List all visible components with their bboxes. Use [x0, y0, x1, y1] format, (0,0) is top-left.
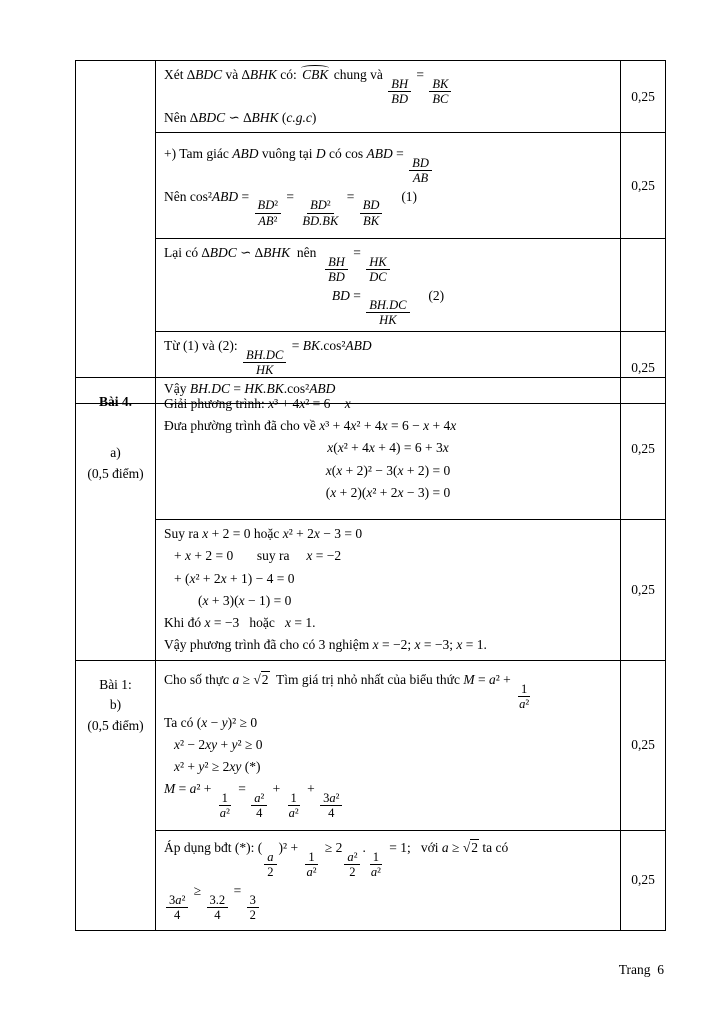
fraction: $\frac{\text{3a²}}{4}$ — [166, 893, 188, 922]
formula-line: x(x + 2)² − 3(x + 2) = 0 — [325, 462, 451, 478]
solution-content-cell — [156, 61, 621, 133]
score-cell: 0,25 — [621, 378, 666, 520]
problem-label-cell — [76, 378, 156, 661]
formula-line: x(x² + 4x + 4) = 6 + 3x — [327, 440, 449, 456]
solution-content-cell — [156, 378, 621, 520]
formula-line: M = a² + $\frac{1}{\text{a²}}$ = $\frac{\text{a²}}{4}$ + $\frac{1}{\text{a²}}$ + $\frac{\text{3a²}}{4}$ — [164, 778, 612, 821]
fraction: $\frac{\text{a²}}{2}$ — [344, 850, 360, 879]
table-row — [76, 660, 666, 830]
problem-label-cell — [76, 61, 156, 404]
fraction: $\frac{\text{3a²}}{4}$ — [320, 791, 342, 820]
formula-line: Áp dụng bđt (*): ( $\frac{a}{2}$ )² + $\frac{1}{\text{a²}}$ ≥ 2 $\frac{\text{a²}}{2}$ . $\frac{1}{\text{a²}}$ = 1; với a ≥ √2 ta có — [164, 840, 509, 879]
formula-line: (x + 2)(x² + 2x − 3) = 0 — [325, 484, 451, 500]
fraction: $\frac{BH.DC}{HK}$ — [366, 298, 409, 327]
formula-line: Vậy BH.DC = HK.BK.cos²ABD — [164, 380, 336, 396]
solution-content-cell — [156, 239, 621, 332]
table-row — [76, 520, 666, 661]
solution-content-cell — [156, 660, 621, 830]
sqrt-icon: √2 — [253, 671, 269, 687]
fraction: $\frac{1}{\text{a²}}$ — [288, 791, 299, 821]
formula-line: Nên ∆BDC ∽ ∆BHK (c.g.c) — [164, 109, 317, 125]
formula-line: Đưa phường trình đã cho về x³ + 4x² + 4x = 6 − x + 4x — [164, 418, 457, 434]
score-cell: 0,25 — [621, 830, 666, 930]
score-cell: 0,25 — [621, 660, 666, 830]
table-body — [76, 378, 666, 931]
table-row — [76, 239, 666, 332]
fraction: $\frac{BH.DC}{HK}$ — [243, 348, 286, 377]
problem-label-line: Bài 1: — [99, 676, 132, 692]
fraction: $\frac{HK}{DC}$ — [366, 255, 389, 284]
fraction: $\frac{3}{2}$ — [247, 893, 259, 922]
page-footer — [605, 946, 664, 994]
problem-label-line: (0,5 điểm) — [87, 718, 144, 734]
fraction: $\frac{a}{2}$ — [264, 850, 276, 879]
formula-line: + (x² + 2x + 1) − 4 = 0 — [174, 570, 295, 586]
sqrt-icon: √2 — [462, 840, 478, 856]
fraction: $\frac{BD}{AB}$ — [409, 156, 432, 185]
fraction: $\frac{BH}{BD}$ — [325, 255, 348, 284]
formula-line: Xét ∆BDC và ∆BHK có: CBK chung và $\frac{BH}{BD}$ = $\frac{BK}{BC}$ — [164, 64, 612, 107]
solution-content-cell — [156, 133, 621, 239]
table-row — [76, 61, 666, 133]
problem-label-line: (0,5 điểm) — [87, 465, 144, 481]
formula-line: Lại có ∆BDC ∽ ∆BHK nên $\frac{BH}{BD}$ = $\frac{HK}{DC}$ — [164, 242, 612, 285]
score-cell — [621, 239, 666, 332]
formula-line: Khi đó x = −3 hoặc x = 1. — [164, 615, 316, 630]
fraction: $\frac{BH}{BD}$ — [388, 77, 411, 106]
formula-line: +) Tam giác ABD vuông tại D có cos ABD = $\frac{BD}{AB}$ — [164, 143, 612, 186]
formula-line: BD = $\frac{BH.DC}{HK}$ (2) — [331, 288, 445, 327]
table-row — [76, 378, 666, 520]
formula-line: Vậy phương trình đã cho có 3 nghiệm x = −2; x = −3; x = 1. — [164, 637, 487, 653]
solution-content-cell — [156, 830, 621, 930]
formula-line: Nên cos²ABD = $\frac{\text{BD²}}{\text{AB²}}$ = $\frac{\text{BD²}}{BD.BK}$ = $\frac{BD}{BK}$ (1) — [164, 188, 418, 228]
formula-line: Cho số thực a ≥ √2 Tìm giá trị nhỏ nhất của biểu thức M = a² + $\frac{1}{\text{a²}}$ — [164, 669, 612, 712]
fraction: $\frac{1}{\text{a²}}$ — [306, 849, 317, 879]
table-row — [76, 133, 666, 239]
fraction: $\frac{\text{BD²}}{BD.BK}$ — [302, 198, 339, 228]
table-body — [76, 61, 666, 404]
formula-line: Ta có (x − y)² ≥ 0 — [164, 714, 258, 730]
formula-line: Từ (1) và (2): $\frac{BH.DC}{HK}$ = BK.cos²ABD — [164, 337, 372, 377]
score-cell: 0,25 — [621, 133, 666, 239]
page-number-label: Trang 6 — [618, 962, 664, 977]
angle-arc-icon: CBK — [302, 67, 329, 82]
fraction: $\frac{1}{\text{a²}}$ — [370, 849, 381, 879]
fraction: $\frac{1}{\text{a²}}$ — [219, 791, 230, 821]
problem-label-cell — [76, 660, 156, 930]
score-cell: 0,25 — [621, 61, 666, 133]
fraction: $\frac{\text{BD²}}{\text{AB²}}$ — [255, 198, 282, 227]
formula-line: Suy ra x + 2 = 0 hoặc x² + 2x − 3 = 0 — [164, 526, 363, 541]
fraction: $\frac{1}{\text{a²}}$ — [519, 681, 530, 711]
formula-line: x² − 2xy + y² ≥ 0 — [174, 736, 263, 752]
table-row — [76, 830, 666, 930]
fraction: $\frac{3.2}{4}$ — [207, 893, 229, 922]
score-cell: 0,25 — [621, 331, 666, 403]
problem-label-line: Bài 4. — [98, 394, 132, 409]
solution-content-cell — [156, 520, 621, 661]
fraction: $\frac{BD}{BK}$ — [360, 198, 383, 227]
fraction: $\frac{BK}{BC}$ — [429, 77, 451, 106]
formula-line: + x + 2 = 0 suy ra x = −2 — [174, 548, 342, 564]
formula-line: (x + 3)(x − 1) = 0 — [198, 592, 292, 608]
formula-line: $\frac{\text{3a²}}{4}$ ≥ $\frac{3.2}{4}$ = $\frac{3}{2}$ — [164, 880, 612, 923]
formula-line: x² + y² ≥ 2xy (*) — [174, 759, 261, 775]
solution-table-algebra — [75, 377, 666, 931]
score-cell: 0,25 — [621, 520, 666, 661]
problem-label-line: b) — [109, 697, 122, 713]
fraction: $\frac{\text{a²}}{4}$ — [251, 791, 267, 820]
solution-table-geometry — [75, 60, 666, 404]
formula-line: Giải phương trình: x³ + 4x² = 6 − x — [164, 395, 351, 411]
problem-label-line: a) — [110, 444, 121, 460]
